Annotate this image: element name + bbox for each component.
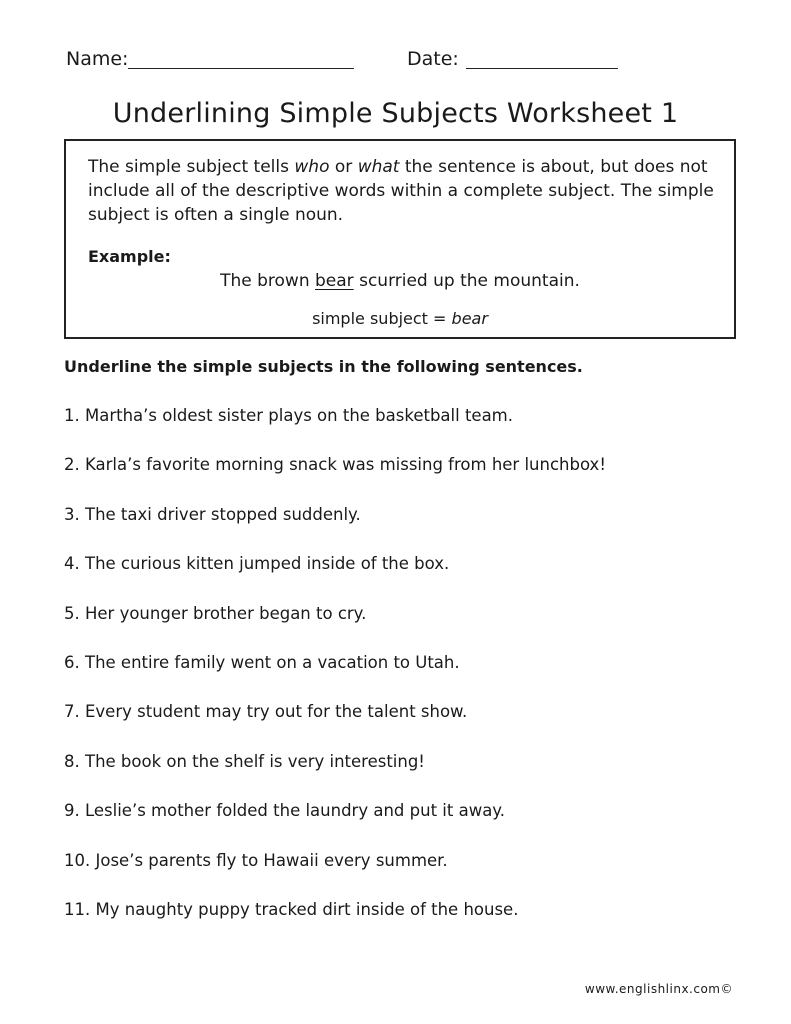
sentence-9[interactable]: 9. Leslie’s mother folded the laundry and put it away. bbox=[64, 801, 505, 821]
example-label: Example: bbox=[88, 247, 171, 266]
date-label: Date: bbox=[407, 48, 459, 70]
date-field[interactable] bbox=[466, 68, 618, 69]
worksheet-title: Underlining Simple Subjects Worksheet 1 bbox=[112, 98, 679, 129]
definition-text bbox=[88, 155, 718, 227]
definition-who: who bbox=[294, 157, 330, 177]
sentence-3[interactable]: 3. The taxi driver stopped suddenly. bbox=[64, 504, 361, 524]
name-label: Name: bbox=[66, 48, 129, 70]
definition-box bbox=[64, 139, 736, 339]
sentence-11[interactable]: 11. My naughty puppy tracked dirt inside of the house. bbox=[64, 899, 519, 919]
footer-credit: www.englishlinx.com© bbox=[584, 982, 733, 996]
name-field[interactable] bbox=[128, 68, 354, 69]
instructions: Underline the simple subjects in the following sentences. bbox=[64, 357, 583, 376]
sentence-10[interactable]: 10. Jose’s parents fly to Hawaii every summer. bbox=[64, 850, 448, 870]
example-subject: bear bbox=[315, 271, 354, 291]
definition-part2: the sentence is about, but does not include all of the descriptive words within a complete subject. The simple subject is often a single noun. bbox=[88, 157, 714, 225]
sentence-4[interactable]: 4. The curious kitten jumped inside of the box. bbox=[64, 554, 450, 574]
example-answer bbox=[66, 308, 734, 330]
sentence-2[interactable]: 2. Karla’s favorite morning snack was missing from her lunchbox! bbox=[64, 455, 606, 475]
answer-value: bear bbox=[451, 309, 488, 328]
answer-prefix: simple subject = bbox=[312, 309, 452, 328]
definition-part1: The simple subject tells bbox=[88, 157, 295, 177]
sentence-list bbox=[64, 404, 606, 947]
sentence-1[interactable]: 1. Martha’s oldest sister plays on the basketball team. bbox=[64, 406, 513, 425]
definition-or: or bbox=[329, 157, 358, 177]
example-before: The brown bbox=[220, 271, 316, 291]
sentence-7[interactable]: 7. Every student may try out for the talent show. bbox=[64, 702, 468, 722]
example-after: scurried up the mountain. bbox=[353, 271, 580, 291]
sentence-6[interactable]: 6. The entire family went on a vacation to Utah. bbox=[64, 652, 460, 672]
sentence-5[interactable]: 5. Her younger brother began to cry. bbox=[64, 603, 367, 623]
example-sentence bbox=[66, 269, 734, 293]
definition-what: what bbox=[357, 157, 400, 177]
sentence-8[interactable]: 8. The book on the shelf is very interesting! bbox=[64, 751, 425, 771]
